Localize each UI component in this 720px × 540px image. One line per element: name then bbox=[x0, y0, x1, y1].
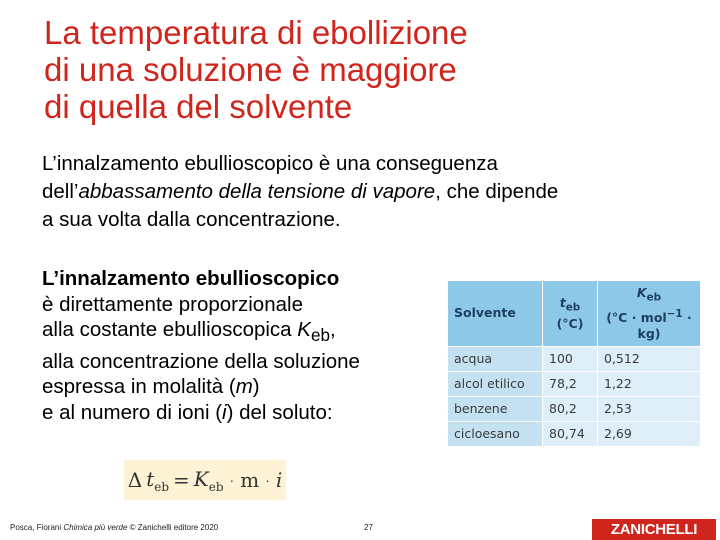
title-line-3: di quella del solvente bbox=[44, 88, 353, 125]
boiling-point-table bbox=[447, 280, 701, 447]
intro-text bbox=[42, 150, 682, 234]
intro-line-2-italic: abbassamento della tensione di vapore bbox=[78, 180, 436, 203]
formula-i: i bbox=[275, 468, 283, 492]
table-row bbox=[448, 372, 700, 396]
formula-m: m bbox=[240, 468, 260, 492]
para-line-4: alla concentrazione della soluzione bbox=[42, 349, 360, 373]
formula-t: $t_{eb}$ bbox=[146, 466, 170, 494]
para-line-5 bbox=[42, 374, 432, 400]
header-teb: $t_{eb}$ (°C) bbox=[543, 281, 597, 346]
para-line-5-pre: espressa in molalità ( bbox=[42, 375, 236, 399]
cell-solvent: benzene bbox=[448, 397, 542, 421]
footer-credit: Posca, Fiorani Chimica più verde © Zanichelli editore 2020 bbox=[10, 523, 219, 532]
formula-box bbox=[124, 460, 286, 500]
intro-line-3: a sua volta dalla concentrazione. bbox=[42, 208, 341, 231]
table-row bbox=[448, 347, 700, 371]
cell-teb: 80,74 bbox=[543, 422, 597, 446]
title-line-2: di una soluzione è maggiore bbox=[44, 51, 457, 88]
para-bold: L’innalzamento ebullioscopico bbox=[42, 267, 340, 290]
cell-teb: 100 bbox=[543, 347, 597, 371]
table-header-row bbox=[448, 281, 700, 346]
formula-dot-1: · bbox=[229, 472, 235, 488]
cell-teb: 78,2 bbox=[543, 372, 597, 396]
cell-keb: 2,53 bbox=[598, 397, 700, 421]
publisher-logo: ZANICHELLI bbox=[592, 519, 716, 540]
intro-line-1: L’innalzamento ebullioscopico è una conseguenza bbox=[42, 152, 498, 175]
formula-k: $K_{eb}$ bbox=[193, 466, 224, 494]
formula-delta: Δ bbox=[127, 468, 143, 492]
header-keb: $K_{eb}$ (°C · mol$^{-1}$ · kg) bbox=[598, 281, 700, 346]
para-var-k: K bbox=[297, 318, 311, 342]
formula-equals: = bbox=[173, 468, 190, 492]
cell-keb: 2,69 bbox=[598, 422, 700, 446]
intro-line-2-post: , che dipende bbox=[435, 180, 559, 203]
cell-solvent: cicloesano bbox=[448, 422, 542, 446]
para-line-6-pre: e al numero di ioni ( bbox=[42, 401, 223, 425]
explanation-paragraph bbox=[42, 266, 432, 426]
para-line-3-post: , bbox=[329, 318, 336, 342]
para-line-2: è direttamente proporzionale bbox=[42, 292, 303, 316]
para-line-3-pre: alla costante ebullioscopica bbox=[42, 318, 298, 342]
para-line-5-post: ) bbox=[252, 375, 260, 399]
table-row bbox=[448, 397, 700, 421]
para-line-6 bbox=[42, 400, 432, 426]
para-var-k-sub: eb bbox=[310, 326, 330, 346]
intro-line-2-pre: dell’ bbox=[42, 180, 79, 203]
page-number: 27 bbox=[364, 523, 373, 532]
para-line-6-post: ) del soluto: bbox=[226, 401, 333, 425]
cell-keb: 0,512 bbox=[598, 347, 700, 371]
cell-solvent: acqua bbox=[448, 347, 542, 371]
cell-teb: 80,2 bbox=[543, 397, 597, 421]
formula-dot-2: · bbox=[265, 472, 270, 488]
cell-keb: 1,22 bbox=[598, 372, 700, 396]
para-line-3 bbox=[42, 317, 432, 349]
para-line-1 bbox=[42, 266, 432, 292]
header-solvente: Solvente bbox=[448, 281, 542, 346]
para-var-m: m bbox=[235, 375, 253, 399]
para-var-i: i bbox=[222, 401, 227, 425]
intro-line-2 bbox=[42, 178, 682, 206]
table-row bbox=[448, 422, 700, 446]
cell-solvent: alcol etilico bbox=[448, 372, 542, 396]
slide-title bbox=[44, 14, 604, 125]
title-line-1: La temperatura di ebollizione bbox=[44, 14, 468, 51]
